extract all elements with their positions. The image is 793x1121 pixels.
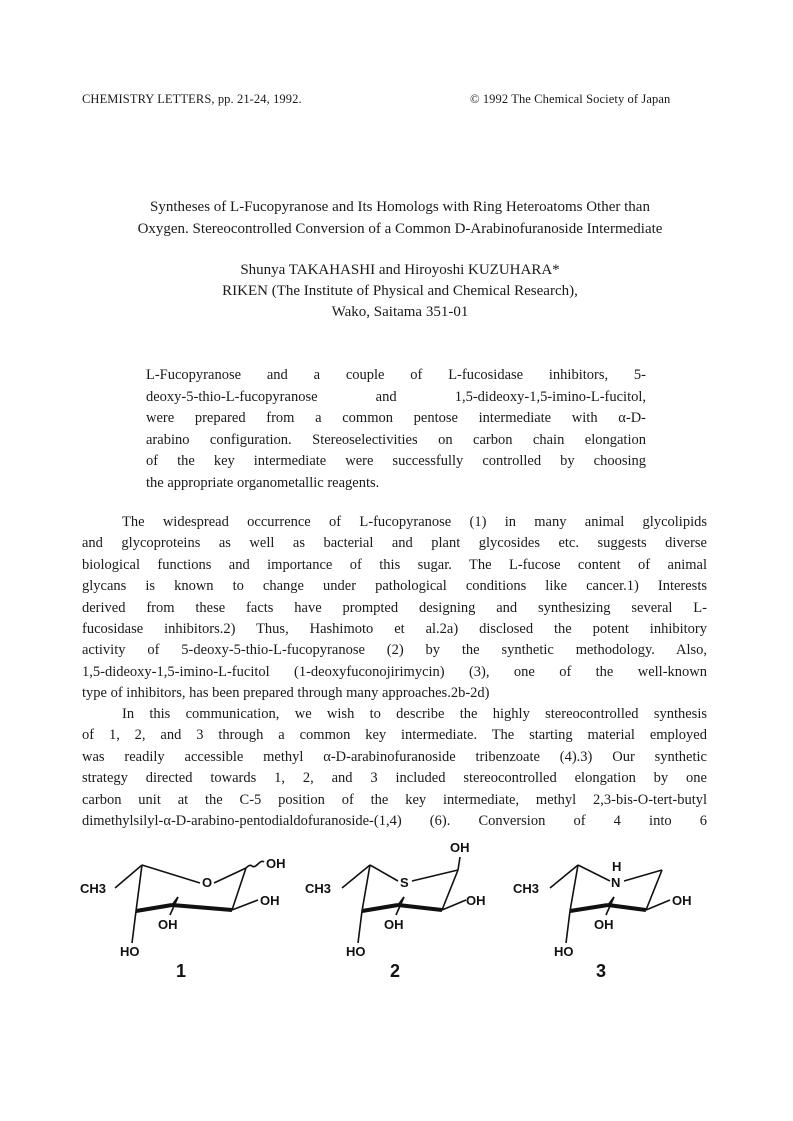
body-line: 1,5-dideoxy-1,5-imino-L-fucitol (1-deoxyfuconojirimycin) (3), one of the well-known	[82, 663, 707, 680]
abstract	[146, 365, 646, 494]
body-line: activity of 5-deoxy-5-thio-L-fucopyranose (2) by the synthetic methodology. Also,	[82, 642, 707, 659]
oh-label: OH	[158, 917, 178, 932]
title-line: Syntheses of L-Fucopyranose and Its Homologs with Ring Heteroatoms Other than	[150, 199, 650, 215]
methyl-label: CH3	[80, 881, 107, 896]
ho-label: HO	[346, 944, 366, 959]
affiliation-line: RIKEN (The Institute of Physical and Chemical Research),	[222, 283, 578, 299]
oh-label: OH	[260, 893, 280, 908]
chemical-structures-figure	[80, 835, 720, 995]
copyright-header: © 1992 The Chemical Society of Japan	[470, 92, 671, 106]
body-line: carbon unit at the C-5 position of the key intermediate, methyl 2,3-bis-O-tert-butyl	[82, 791, 707, 808]
oh-label: OH	[672, 893, 692, 908]
structures-svg	[80, 835, 720, 995]
paper-title	[60, 196, 740, 240]
anomeric-oh-label: OH	[266, 856, 286, 871]
ho-label: HO	[120, 944, 140, 959]
ring-atom-label: O	[202, 875, 213, 890]
body-line: of 1, 2, and 3 through a common key intermediate. The starting material employed	[82, 727, 707, 744]
body-line: The widespread occurrence of L-fucopyranose (1) in many animal glycolipids	[122, 514, 707, 530]
oh-label: OH	[466, 893, 486, 908]
body-paragraph-1	[82, 512, 707, 705]
body-line: In this communication, we wish to describe the highly stereocontrolled synthesis	[122, 706, 707, 722]
anomeric-oh-label: OH	[450, 840, 470, 855]
structure-1-labels	[80, 856, 286, 981]
affiliation-line: Wako, Saitama 351-01	[331, 304, 469, 320]
ho-label: HO	[554, 944, 574, 959]
structure-1	[115, 861, 264, 943]
structure-2-labels	[305, 840, 486, 981]
oh-label: OH	[594, 917, 614, 932]
title-line: Oxygen. Stereocontrolled Conversion of a Common D-Arabinofuranoside Intermediate	[137, 221, 663, 237]
abstract-line: the appropriate organometallic reagents.	[146, 474, 380, 491]
body-line: was readily accessible methyl α-D-arabinofuranoside tribenzoate (4).3) Our synthetic	[82, 748, 707, 765]
compound-number: 3	[596, 961, 607, 981]
body-line: and glycoproteins as well as bacterial and plant glycosides etc. suggests diverse	[82, 535, 707, 552]
methyl-label: CH3	[513, 881, 540, 896]
body-paragraph-2	[82, 704, 707, 832]
body-line: fucosidase inhibitors.2) Thus, Hashimoto et al.2a) disclosed the potent inhibitory	[82, 621, 707, 638]
abstract-line: L-Fucopyranose and a couple of L-fucosidase inhibitors, 5-	[146, 367, 646, 383]
authors: Shunya TAKAHASHI and Hiroyoshi KUZUHARA*	[240, 262, 560, 278]
abstract-line: deoxy-5-thio-L-fucopyranose and 1,5-dideoxy-1,5-imino-L-fucitol,	[146, 388, 646, 405]
oh-label: OH	[384, 917, 404, 932]
structure-2	[342, 857, 466, 943]
ring-h-label: H	[612, 859, 622, 874]
ring-atom-label: N	[611, 875, 621, 890]
compound-number: 2	[390, 961, 401, 981]
affiliation	[60, 281, 740, 323]
body-line: dimethylsilyl-α-D-arabino-pentodialdofuranoside-(1,4) (6). Conversion of 4 into 6	[82, 813, 707, 830]
body-line: glycans is known to change under pathological conditions like cancer.1) Interests	[82, 578, 707, 595]
abstract-line: were prepared from a common pentose intermediate with α-D-	[146, 410, 646, 426]
body-line: derived from these facts have prompted designing and synthesizing several L-	[82, 599, 707, 616]
methyl-label: CH3	[305, 881, 332, 896]
body-line: strategy directed towards 1, 2, and 3 included stereocontrolled elongation by one	[82, 770, 707, 787]
body-line: type of inhibitors, has been prepared through many approaches.2b-2d)	[82, 685, 490, 702]
ring-atom-label: S	[400, 875, 409, 890]
journal-header: CHEMISTRY LETTERS, pp. 21-24, 1992.	[82, 92, 302, 106]
compound-number: 1	[176, 961, 187, 981]
abstract-line: arabino configuration. Stereoselectivities on carbon chain elongation	[146, 431, 646, 448]
body-line: biological functions and importance of this sugar. The L-fucose content of animal	[82, 556, 707, 573]
abstract-line: of the key intermediate were successfully controlled by choosing	[146, 453, 646, 469]
